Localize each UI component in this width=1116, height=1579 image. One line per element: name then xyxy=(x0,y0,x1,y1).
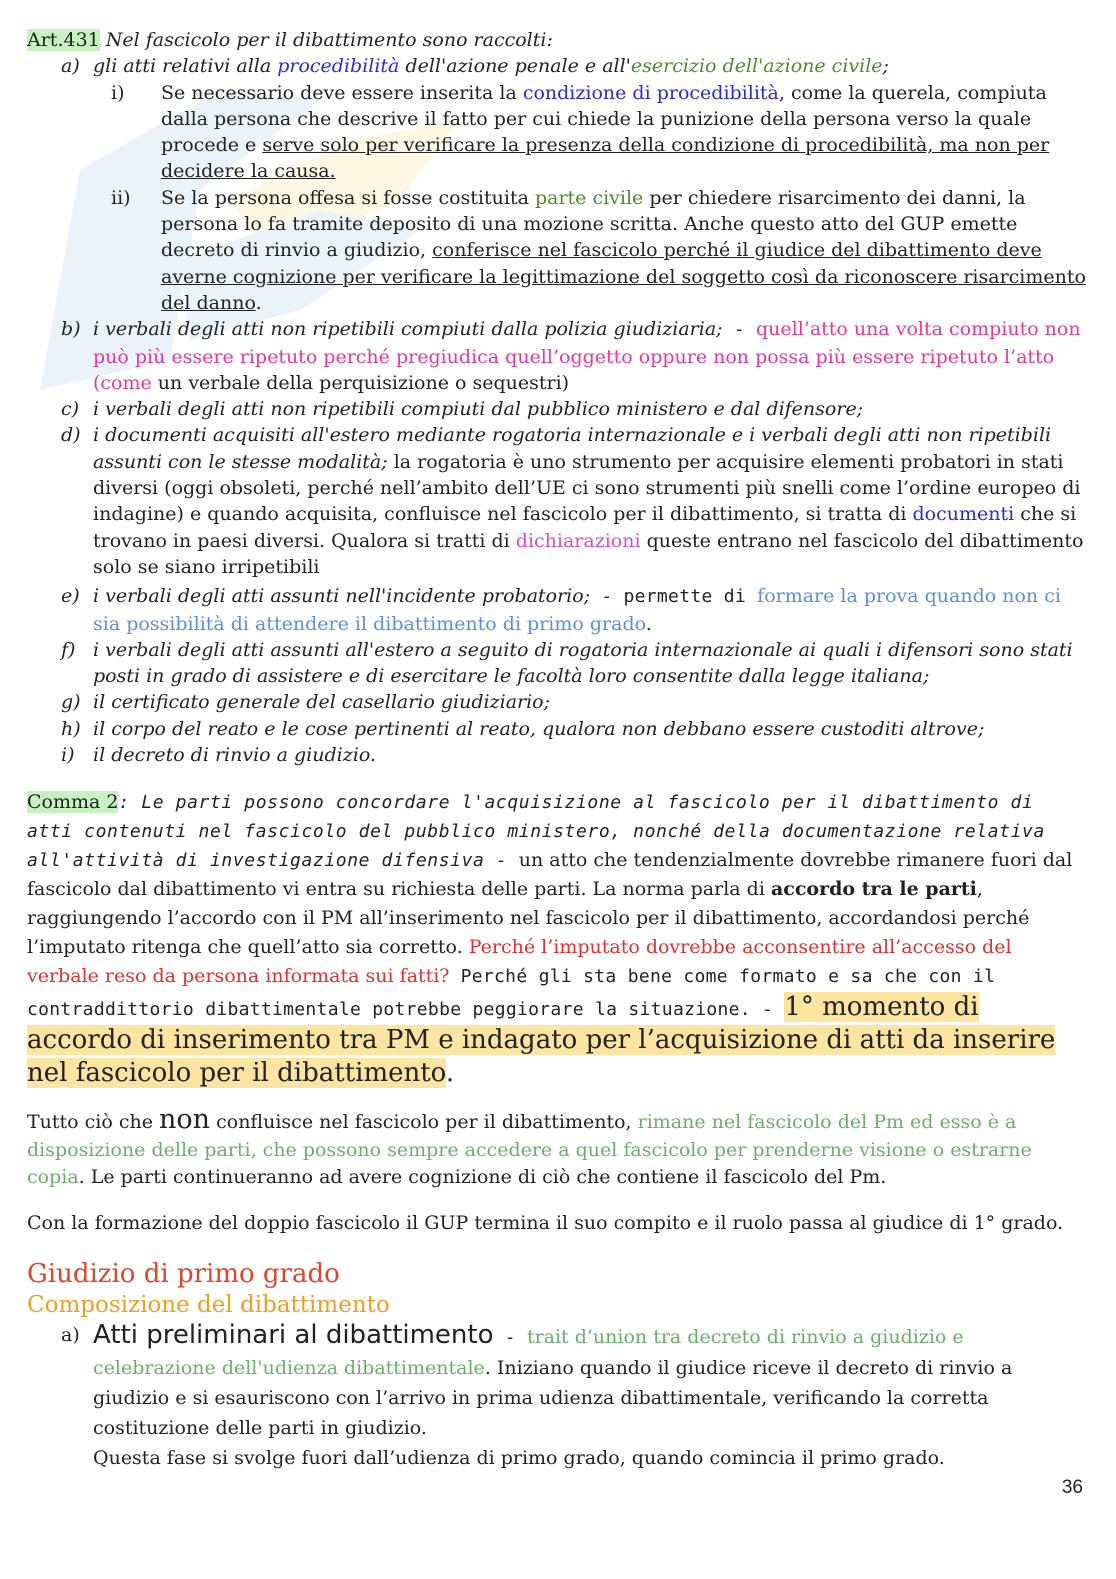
list-item-f: f) i verbali degli atti assunti all'estero a seguito di rogatoria internazionale ai quali i difensori sono stati posti in grado di assistere e di esercitare le facoltà loro consentite dalla legge italiana; xyxy=(61,638,1073,688)
list-item-e: e) i verbali degli atti assunti nell'incidente probatorio; - permette di formare la prova quando non ci sia possibilità di attendere il dibattimento di primo grado. xyxy=(61,585,1061,635)
heading-giudizio-primo-grado: Giudizio di primo grado xyxy=(27,1259,340,1290)
page-number: 36 xyxy=(1061,1477,1083,1498)
list-item-a-i: i) Se necessario deve essere inserita la condizione di procedibilità, come la querela, compiuta dalla persona che descrive il fatto per cui chiede la punizione della persona verso la quale procede e serve solo per verificare la presenza della condizione di procedibilità, ma non per decidere la causa. xyxy=(111,81,1050,183)
art431-heading: Art.431 Nel fascicolo per il dibattimento sono raccolti: xyxy=(27,29,553,51)
list-item-a-ii: ii) Se la persona offesa si fosse costituita parte civile per chiedere risarcimento dei danni, la persona lo fa tramite deposito di una mozione scritta. Anche questo atto del GUP emette decreto di rinvio a giudizio, conferisce nel fascicolo perché il giudice del dibattimento deve averne cognizione per verificare la legittimazione del soggetto così da riconoscere risarcimento del danno. xyxy=(111,186,1086,314)
heading-composizione-dibattimento: Composizione del dibattimento xyxy=(27,1292,390,1319)
list-item-d: d) i documenti acquisiti all'estero mediante rogatoria internazionale e i verbali degli atti non ripetibili assunti con le stesse modalità; la rogatoria è uno strumento per acquisire elementi probatori in stati diversi (oggi obsoleti, perché nell’ambito dell’UE ci sono strumenti più snelli come l’ordine europeo di indagine) e quando acquisita, confluisce nel fascicolo per il dibattimento, si tratta di documenti che si trovano in paesi diversi. Qualora si tratti di dichiarazioni queste entrano nel fascicolo del dibattimento solo se siano irripetibili xyxy=(61,424,1084,578)
list-item-a: a) gli atti relativi alla procedibilità dell'azione penale e all'esercizio dell'azione civile; xyxy=(61,55,889,78)
list-item-atti-preliminari: a) Atti preliminari al dibattimento - trait d’union tra decreto di rinvio a giudizio e celebrazione dell'udienza dibattimentale. Iniziano quando il giudice riceve il decreto di rinvio a giudizio e si esauriscono con l’arrivo in prima udienza dibattimentale, verificando la corretta costituzione delle parti in giudizio. Questa fase si svolge fuori dall’udienza di primo grado, quando comincia il primo grado. xyxy=(61,1320,1013,1470)
comma2-paragraph: Comma 2: Le parti possono concordare l'acquisizione al fascicolo per il dibattimento di atti contenuti nel fascicolo del pubblico ministero, nonché della documentazione relativa all'attività di investigazione difensiva - un atto che tendenzialmente dovrebbe rimanere fuori dal fascicolo dal dibattimento vi entra su richiesta delle parti. La norma parla di accordo tra le parti, raggiungendo l’accordo con il PM all’inserimento nel fascicolo per il dibattimento, accordandosi perché l’imputato ritenga che quell’atto sia corretto. Perché l’imputato dovrebbe acconsentire all’accesso del verbale reso da persona informata sui fatti? Perché gli sta bene come formato e sa che con il contraddittorio dibattimentale potrebbe peggiorare la situazione. - 1° momento di accordo di inserimento tra PM e indagato per l’acquisizione di atti da inserire nel fascicolo per il dibattimento. xyxy=(27,791,1073,1089)
list-item-g: g) il certificato generale del casellario giudiziario; xyxy=(61,691,551,714)
list-item-c: c) i verbali degli atti non ripetibili compiuti dal pubblico ministero e dal difensore; xyxy=(61,398,864,421)
document-body xyxy=(27,27,1089,1473)
comma-label: Comma 2 xyxy=(27,791,119,814)
paragraph-doppio-fascicolo: Con la formazione del doppio fascicolo il GUP termina il suo compito e il ruolo passa al giudice di 1° grado. xyxy=(27,1211,1064,1234)
list-item-h: h) il corpo del reato e le cose pertinenti al reato, qualora non debbano essere custoditi altrove; xyxy=(61,717,985,740)
paragraph-fascicolo-pm: Tutto ciò che non confluisce nel fascicolo per il dibattimento, rimane nel fascicolo del Pm ed esso è a disposizione delle parti, che possono sempre accedere a quel fascicolo per prenderne visione o estrarne copia. Le parti continueranno ad avere cognizione di ciò che contiene il fascicolo del Pm. xyxy=(27,1104,1032,1189)
list-item-i: i) il decreto di rinvio a giudizio. xyxy=(61,744,376,767)
article-label: Art.431 xyxy=(27,29,100,51)
list-item-b: b) i verbali degli atti non ripetibili compiuti dalla polizia giudiziaria; - quell’atto una volta compiuto non può più essere ripetuto perché pregiudica quell’oggetto oppure non possa più essere ripetuto l’atto (come un verbale della perquisizione o sequestri) xyxy=(61,318,1081,394)
highlighted-note: 1° momento di accordo di inserimento tra PM e indagato per l’acquisizione di atti da inserire nel fascicolo per il dibattimento xyxy=(27,992,1056,1089)
